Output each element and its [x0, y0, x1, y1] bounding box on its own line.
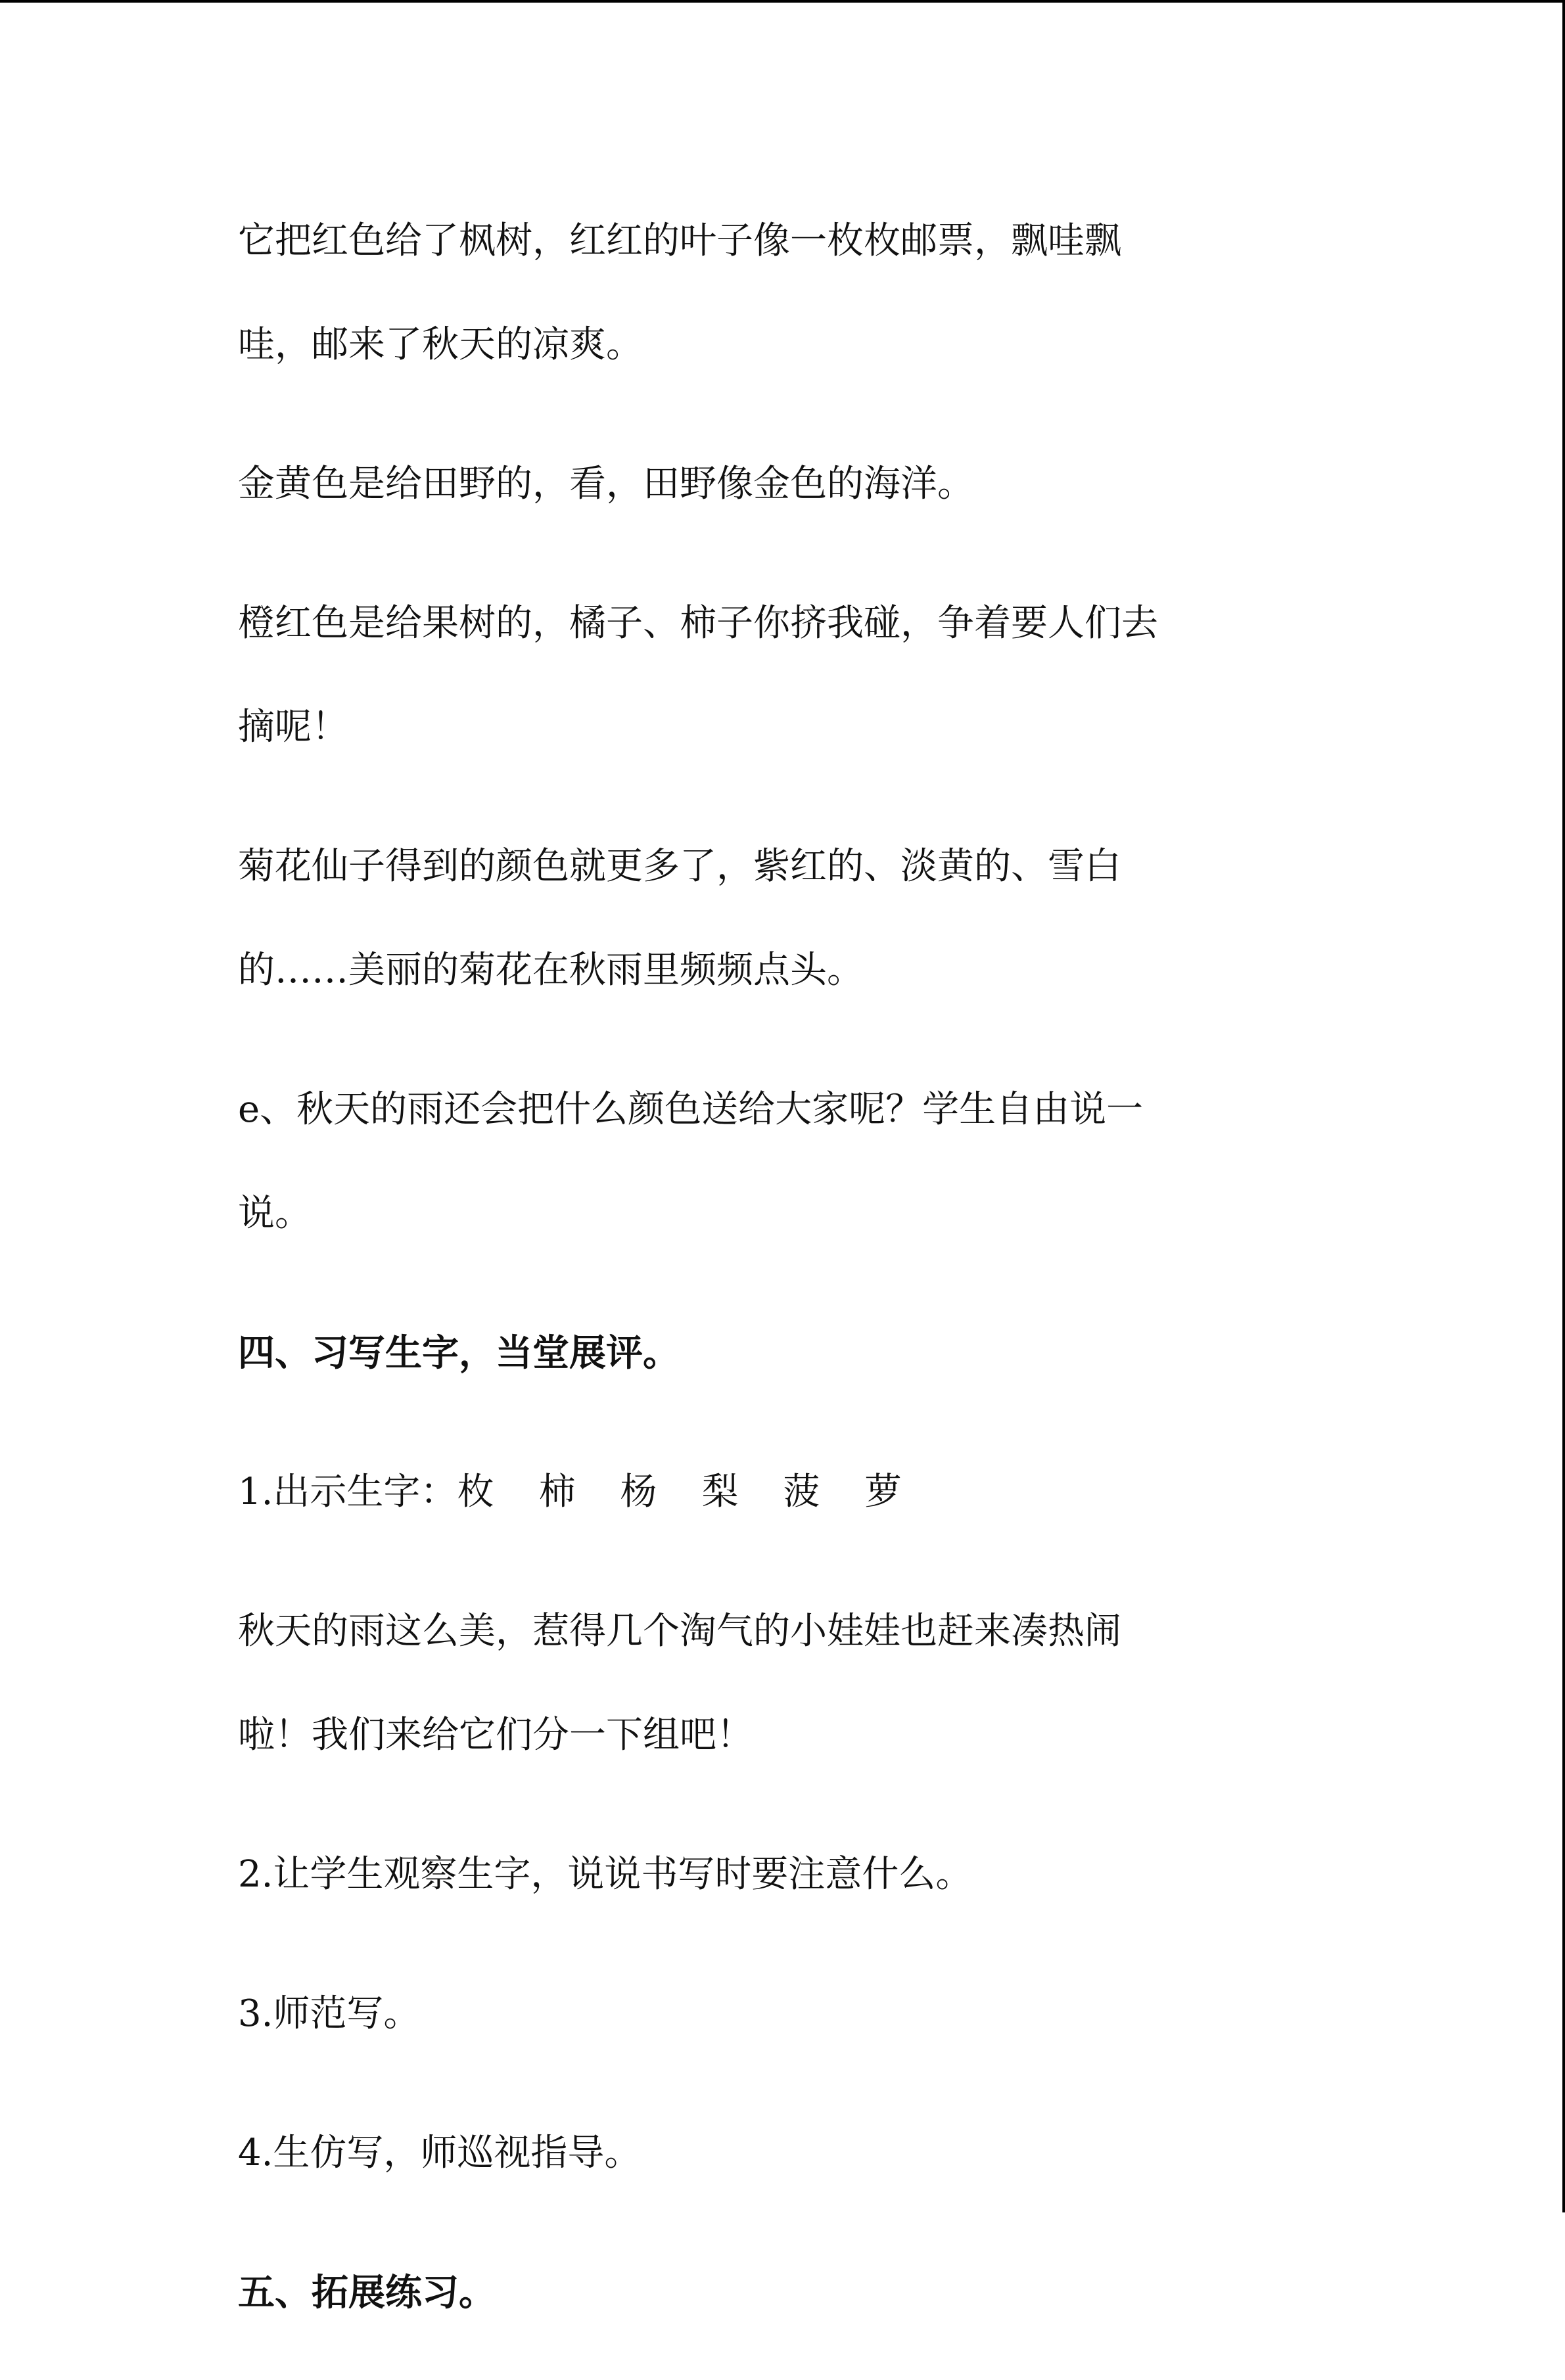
- section-heading-4: [238, 1301, 1329, 1405]
- text-line: 3.师范写。: [238, 1992, 421, 2035]
- character: 柿: [538, 1471, 576, 1513]
- text-line: 菊花仙子得到的颜色就更多了，紫红的、淡黄的、雪白: [238, 845, 1121, 888]
- paragraph-fields: [238, 432, 1329, 536]
- heading-text: 四、习写生字，当堂展评。: [238, 1331, 680, 1375]
- new-characters: [457, 1440, 901, 1544]
- paragraph-chrysanthemum: [238, 815, 1329, 1022]
- heading-text: 五、拓展练习。: [238, 2271, 496, 2314]
- character: 枚: [457, 1471, 494, 1513]
- text-line: 哇，邮来了秋天的凉爽。: [238, 323, 643, 366]
- paragraph-fruit-trees: [238, 572, 1329, 779]
- text-line: 橙红色是给果树的，橘子、柿子你挤我碰，争着要人们去: [238, 602, 1158, 645]
- paragraph-maple: [238, 189, 1329, 397]
- text-line: 2.让学生观察生字，说说书写时要注意什么。: [238, 1853, 973, 1896]
- text-line: 的……美丽的菊花在秋雨里频频点头。: [238, 949, 864, 992]
- paragraph-grouping: [238, 1580, 1329, 1787]
- list-item-1: [238, 1440, 1329, 1544]
- document-body: [238, 189, 1329, 2380]
- text-line: 说。: [238, 1192, 312, 1235]
- list-item-4: [238, 2101, 1329, 2205]
- text-line: e、秋天的雨还会把什么颜色送给大家呢？学生自由说一: [238, 1088, 1144, 1131]
- list-item-2: [238, 1823, 1329, 1927]
- paragraph-question: [238, 1058, 1329, 1266]
- character: 萝: [864, 1471, 902, 1513]
- text-line: 4.生仿写，师巡视指导。: [238, 2132, 642, 2174]
- section-heading-5: [238, 2241, 1329, 2345]
- text-line: 金黄色是给田野的，看，田野像金色的海洋。: [238, 463, 974, 505]
- character: 杨: [620, 1471, 657, 1513]
- list-item-3: [238, 1962, 1329, 2066]
- character: 菠: [783, 1471, 820, 1513]
- text-line: 摘呢！: [238, 706, 348, 748]
- list-item-label: 1.出示生字：: [238, 1471, 457, 1513]
- text-line: 它把红色给了枫树，红红的叶子像一枚枚邮票，飘哇飘: [238, 219, 1121, 262]
- character: 梨: [701, 1471, 739, 1513]
- text-line: 啦！我们来给它们分一下组吧！: [238, 1714, 753, 1756]
- text-line: 秋天的雨这么美，惹得几个淘气的小娃娃也赶来凑热闹: [238, 1610, 1121, 1653]
- new-characters-line: [238, 1440, 1329, 1544]
